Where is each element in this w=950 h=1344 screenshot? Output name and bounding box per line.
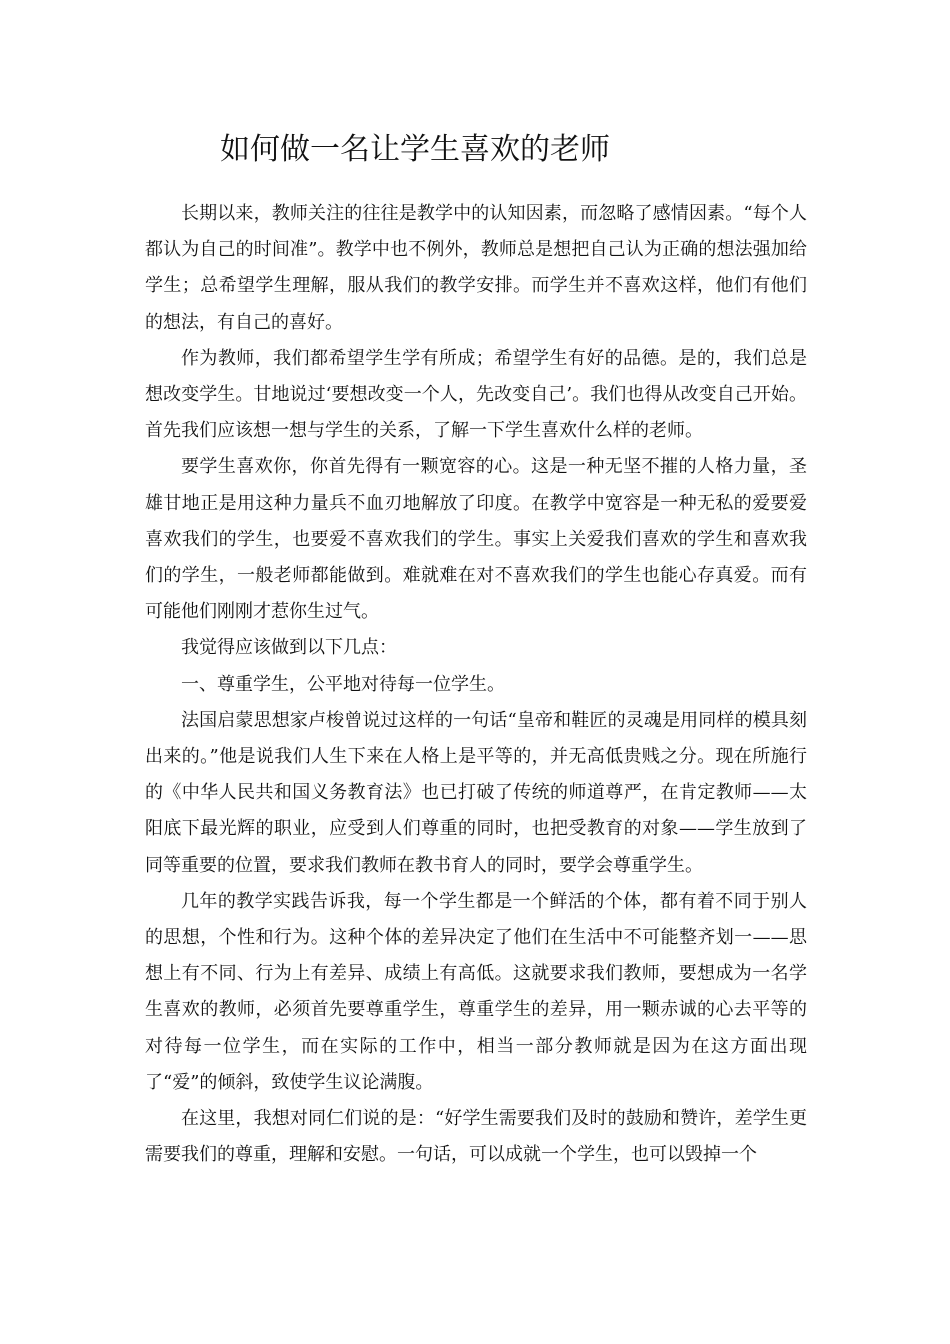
paragraph-to-colleagues: 在这里，我想对同仁们说的是：“好学生需要我们及时的鼓励和赞许，差学生更需要我们的尊重，理解和安慰。一句话，可以成就一个学生，也可以毁掉一个: [145, 1108, 807, 1166]
paragraph-teaching-practice: 几年的教学实践告诉我，每一个学生都是一个鲜活的个体，都有着不同于别人的思想，个性和行为。这种个体的差异决定了他们在生活中不可能整齐划一——思想上有不同、行为上有差异、成绩上有高低。这就要求我们教师，要想成为一名学生喜欢的教师，必须首先要尊重学生，尊重学生的差异，用一颗赤诚的心去平等的对待每一位学生，而在实际的工作中，相当一部分教师就是因为在这方面出现了“爱”的倾斜，致使学生议论满腹。: [145, 890, 807, 1093]
paragraph-points-intro: 我觉得应该做到以下几点：: [181, 637, 397, 659]
paragraph-intro: 长期以来，教师关注的往往是教学中的认知因素，而忽略了感情因素。“每个人都认为自己的时间准”。教学中也不例外，教师总是想把自己认为正确的想法强加给学生；总希望学生理解，服从我们的教学安排。而学生并不喜欢这样，他们有他们的想法，有自己的喜好。: [145, 203, 807, 333]
document-title: 如何做一名让学生喜欢的老师: [220, 132, 610, 167]
document-body: [145, 196, 807, 1173]
paragraph-change-self: 作为教师，我们都希望学生学有所成；希望学生有好的品德。是的，我们总是想改变学生。甘地说过‘要想改变一个人，先改变自己’。我们也得从改变自己开始。首先我们应该想一想与学生的关系，了解一下学生喜欢什么样的老师。: [145, 347, 807, 442]
paragraph-rousseau: 法国启蒙思想家卢梭曾说过这样的一句话“皇帝和鞋匠的灵魂是用同样的模具刻出来的。”他是说我们人生下来在人格上是平等的，并无高低贵贱之分。现在所施行的《中华人民共和国义务教育法》也已打破了传统的师道尊严，在肯定教师——太阳底下最光辉的职业，应受到人们尊重的同时，也把受教育的对象——学生放到了同等重要的位置，要求我们教师在教书育人的同时，要学会尊重学生。: [145, 709, 807, 876]
section-heading-respect: 一、尊重学生，公平地对待每一位学生。: [181, 673, 505, 695]
paragraph-tolerance: 要学生喜欢你，你首先得有一颗宽容的心。这是一种无坚不摧的人格力量，圣雄甘地正是用这种力量兵不血刃地解放了印度。在教学中宽容是一种无私的爱要爱喜欢我们的学生，也要爱不喜欢我们的学生。事实上关爱我们喜欢的学生和喜欢我们的学生，一般老师都能做到。难就难在对不喜欢我们的学生也能心存真爱。而有可能他们刚刚才惹你生过气。: [145, 456, 807, 623]
